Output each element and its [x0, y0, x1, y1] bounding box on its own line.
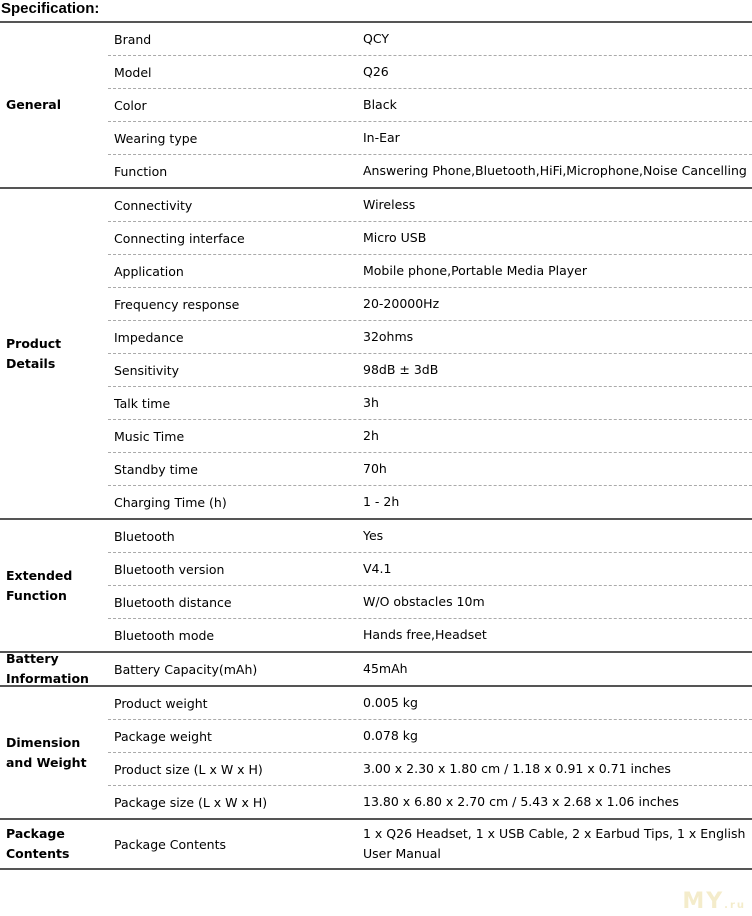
spec-value: W/O obstacles 10m	[363, 594, 485, 609]
spec-section	[0, 685, 752, 818]
spec-row	[108, 452, 752, 485]
spec-row	[108, 189, 752, 221]
section-rows	[108, 820, 752, 868]
spec-row	[108, 221, 752, 254]
spec-key: Bluetooth distance	[114, 594, 232, 610]
spec-row	[108, 752, 752, 785]
spec-value: 0.005 kg	[363, 695, 418, 710]
spec-row	[108, 719, 752, 752]
spec-key: Brand	[114, 31, 152, 47]
section-category: Dimension and Weight	[6, 734, 87, 770]
page-title: Specification:	[1, 0, 100, 17]
spec-row	[108, 552, 752, 585]
spec-key: Impedance	[114, 329, 184, 345]
spec-row	[108, 23, 752, 55]
spec-row	[108, 687, 752, 719]
spec-value: 70h	[363, 461, 387, 476]
spec-value: 98dB ± 3dB	[363, 362, 439, 377]
spec-value: 1 x Q26 Headset, 1 x USB Cable, 2 x Earbud Tips, 1 x English User Manual	[363, 826, 746, 861]
spec-row	[108, 419, 752, 452]
spec-key: Connectivity	[114, 197, 193, 213]
spec-row	[108, 785, 752, 818]
spec-row	[108, 585, 752, 618]
spec-row	[108, 287, 752, 320]
spec-key: Talk time	[114, 395, 171, 411]
section-category: Product Details	[6, 335, 62, 371]
section-category: Extended Function	[6, 567, 73, 603]
spec-value: Q26	[363, 64, 389, 79]
spec-row	[108, 121, 752, 154]
spec-row	[108, 485, 752, 518]
spec-row	[108, 154, 752, 187]
spec-value: 45mAh	[363, 661, 408, 676]
section-category: General	[6, 97, 61, 112]
spec-row	[108, 353, 752, 386]
spec-key: Music Time	[114, 428, 185, 444]
spec-value: QCY	[363, 31, 389, 46]
spec-value: 13.80 x 6.80 x 2.70 cm / 5.43 x 2.68 x 1.06 inches	[363, 794, 679, 809]
spec-row	[108, 520, 752, 552]
spec-key: Bluetooth version	[114, 561, 225, 577]
spec-value: Answering Phone,Bluetooth,HiFi,Microphone,Noise Cancelling	[363, 163, 747, 178]
spec-row	[108, 653, 752, 685]
spec-key: Battery Capacity(mAh)	[114, 661, 258, 677]
spec-key: Package Contents	[114, 836, 227, 852]
spec-value: 2h	[363, 428, 379, 443]
spec-section	[0, 818, 752, 870]
watermark-suffix: .ru	[724, 900, 746, 911]
spec-key: Wearing type	[114, 130, 198, 146]
spec-value: Black	[363, 97, 397, 112]
spec-section	[0, 187, 752, 518]
spec-row	[108, 88, 752, 121]
spec-value: Micro USB	[363, 230, 427, 245]
watermark-text: MY	[682, 889, 725, 914]
spec-value: 20-20000Hz	[363, 296, 440, 311]
spec-table	[0, 21, 752, 870]
spec-key: Application	[114, 263, 184, 279]
spec-row	[108, 55, 752, 88]
spec-row	[108, 386, 752, 419]
spec-key: Model	[114, 64, 152, 80]
spec-key: Charging Time (h)	[114, 494, 227, 510]
spec-section	[0, 518, 752, 651]
section-category: Battery Information	[6, 651, 89, 686]
spec-value: 32ohms	[363, 329, 414, 344]
spec-value: 3h	[363, 395, 379, 410]
spec-value: Mobile phone,Portable Media Player	[363, 263, 587, 278]
section-rows	[108, 653, 752, 685]
spec-key: Package size (L x W x H)	[114, 794, 268, 810]
spec-value: 0.078 kg	[363, 728, 418, 743]
section-rows	[108, 520, 752, 651]
spec-value: V4.1	[363, 561, 392, 576]
spec-value: 1 - 2h	[363, 494, 400, 509]
section-rows	[108, 687, 752, 818]
spec-key: Function	[114, 163, 168, 179]
spec-row	[108, 320, 752, 353]
spec-row	[108, 820, 752, 868]
spec-value: 3.00 x 2.30 x 1.80 cm / 1.18 x 0.91 x 0.71 inches	[363, 761, 671, 776]
spec-key: Bluetooth	[114, 528, 175, 544]
spec-value: Wireless	[363, 197, 416, 212]
spec-key: Bluetooth mode	[114, 627, 215, 643]
spec-value: Hands free,Headset	[363, 627, 487, 642]
section-rows	[108, 189, 752, 518]
spec-row	[108, 254, 752, 287]
watermark	[682, 889, 746, 914]
spec-value: In-Ear	[363, 130, 400, 145]
spec-key: Product weight	[114, 695, 208, 711]
spec-row	[108, 618, 752, 651]
section-category: Package Contents	[6, 826, 70, 861]
spec-value: Yes	[363, 528, 384, 543]
spec-key: Color	[114, 97, 147, 113]
spec-key: Frequency response	[114, 296, 240, 312]
spec-key: Connecting interface	[114, 230, 245, 246]
spec-section	[0, 21, 752, 187]
spec-key: Sensitivity	[114, 362, 180, 378]
section-rows	[108, 23, 752, 187]
spec-section	[0, 651, 752, 685]
spec-key: Standby time	[114, 461, 198, 477]
spec-key: Product size (L x W x H)	[114, 761, 263, 777]
spec-key: Package weight	[114, 728, 212, 744]
